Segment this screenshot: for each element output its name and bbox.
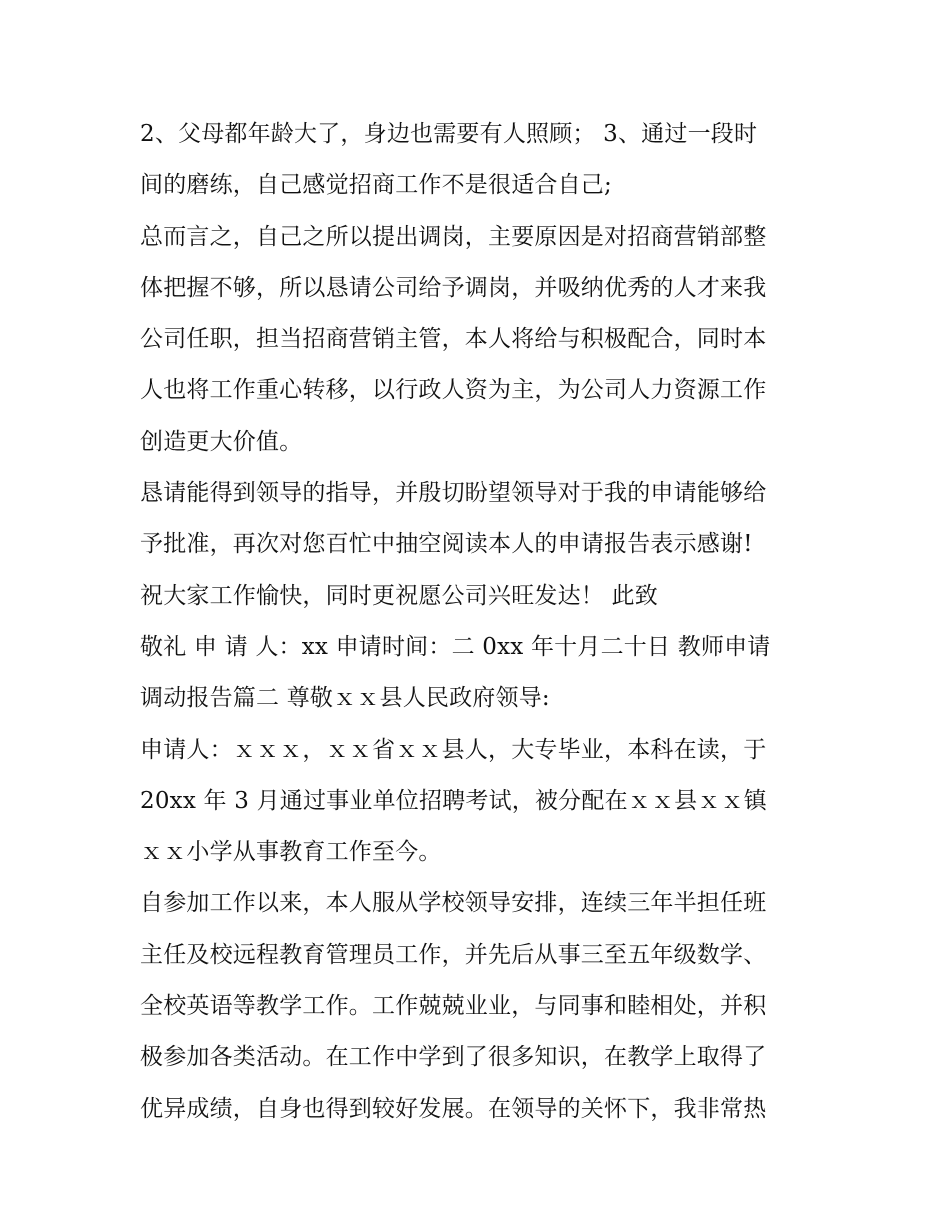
text-line: 敬礼 申 请 人：xx 申请时间：二 0xx 年十月二十日 教师申请 bbox=[140, 633, 771, 660]
text-line: 2、父母都年龄大了，身边也需要有人照顾； 3、通过一段时 bbox=[140, 121, 758, 147]
text-line: 申请人：ｘｘｘ，ｘｘ省ｘｘ县人，大专毕业，本科在读，于 bbox=[140, 736, 767, 763]
text-line: 恳请能得到领导的指导，并殷切盼望领导对于我的申请能够给 bbox=[140, 480, 767, 507]
text-line: 创造更大价值。 bbox=[140, 428, 303, 455]
text-line: 调动报告篇二 尊敬ｘｘ县人民政府领导: bbox=[140, 685, 550, 712]
text-line: 公司任职，担当招商营销主管，本人将给与积极配合，同时本 bbox=[140, 326, 767, 353]
text-line: 人也将工作重心转移，以行政人资为主，为公司人力资源工作 bbox=[140, 377, 767, 404]
text-line: ｘｘ小学从事教育工作至今。 bbox=[140, 839, 442, 866]
text-line: 予批准，再次对您百忙中抽空阅读本人的申请报告表示感谢! bbox=[140, 531, 753, 558]
text-line: 主任及校远程教育管理员工作，并先后从事三至五年级数学、 bbox=[140, 941, 767, 968]
text-line: 祝大家工作愉快，同时更祝愿公司兴旺发达！ 此致 bbox=[140, 582, 658, 609]
text-line: 极参加各类活动。在工作中学到了很多知识，在教学上取得了 bbox=[140, 1044, 767, 1071]
text-line: 优异成绩，自身也得到较好发展。在领导的关怀下，我非常热 bbox=[140, 1095, 767, 1122]
text-line: 体把握不够，所以恳请公司给予调岗，并吸纳优秀的人才来我 bbox=[140, 274, 767, 301]
text-line: 全校英语等教学工作。工作兢兢业业，与同事和睦相处，并积 bbox=[140, 993, 767, 1020]
text-line: 总而言之，自己之所以提出调岗，主要原因是对招商营销部整 bbox=[140, 223, 767, 250]
text-line: 20xx 年 3 月通过事业单位招聘考试，被分配在ｘｘ县ｘｘ镇 bbox=[140, 787, 767, 814]
text-line: 间的磨练，自己感觉招商工作不是很适合自己; bbox=[140, 172, 612, 199]
document-body bbox=[140, 109, 820, 1135]
text-line: 自参加工作以来，本人服从学校领导安排，连续三年半担任班 bbox=[140, 890, 767, 917]
